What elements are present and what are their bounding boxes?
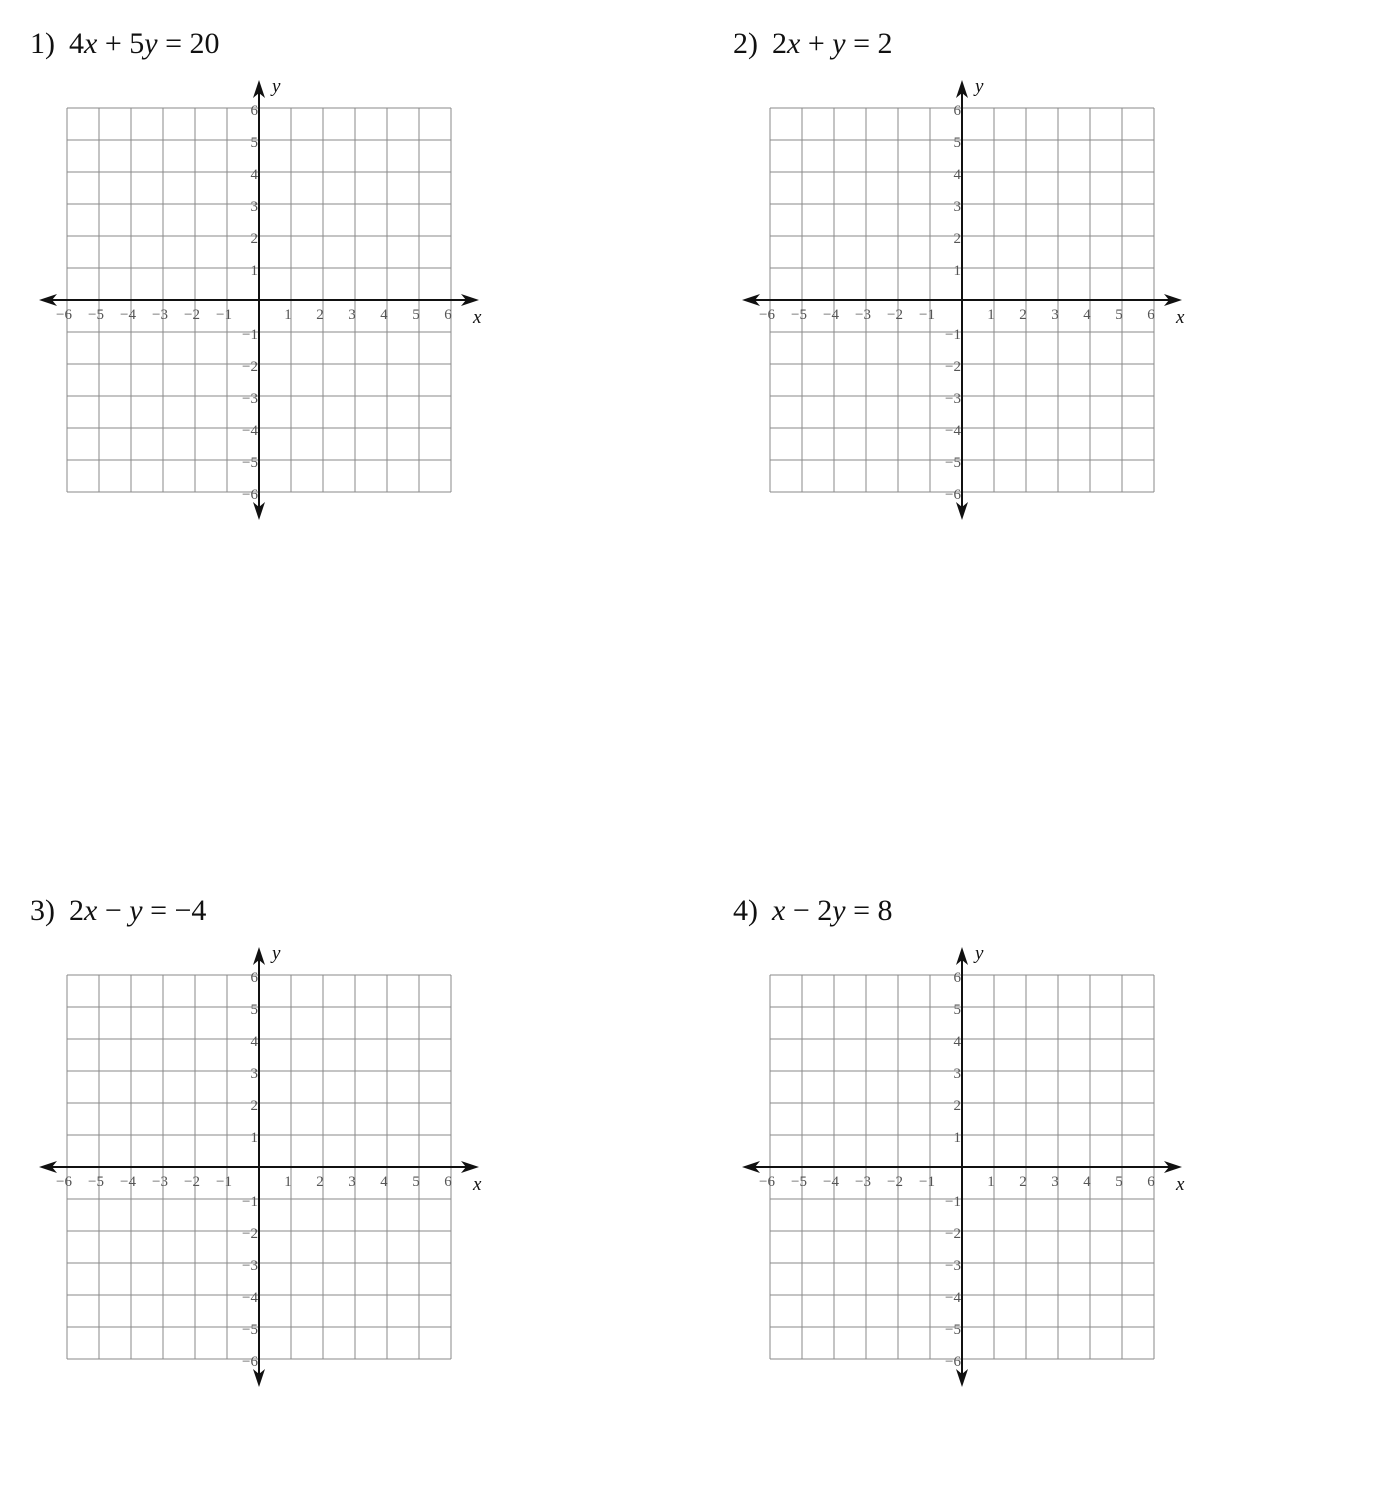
y-tick-label: −5 bbox=[242, 1322, 258, 1338]
y-tick-label: 2 bbox=[250, 1098, 258, 1114]
y-tick-label: 4 bbox=[953, 1034, 961, 1050]
problem-label bbox=[733, 893, 893, 929]
y-tick-label: −6 bbox=[945, 1354, 961, 1370]
x-tick-label: 5 bbox=[412, 1174, 420, 1190]
y-tick-label: 5 bbox=[250, 1002, 258, 1018]
y-tick-label: 1 bbox=[250, 1130, 258, 1146]
x-tick-label: −5 bbox=[88, 1174, 104, 1190]
x-tick-label: −1 bbox=[919, 307, 935, 323]
x-tick-label: −5 bbox=[88, 307, 104, 323]
y-tick-label: 6 bbox=[250, 970, 258, 986]
x-tick-label: 1 bbox=[987, 307, 995, 323]
problem-number: 3) bbox=[30, 894, 55, 927]
problem-1 bbox=[30, 26, 590, 546]
x-tick-label: 2 bbox=[316, 1174, 324, 1190]
y-tick-label: 6 bbox=[953, 103, 961, 119]
x-axis-label: x bbox=[473, 307, 482, 328]
problem-4 bbox=[733, 893, 1293, 1413]
problem-number: 1) bbox=[30, 27, 55, 60]
y-tick-label: −4 bbox=[945, 423, 961, 439]
x-tick-label: 5 bbox=[412, 307, 420, 323]
y-tick-label: 2 bbox=[953, 231, 961, 247]
x-tick-label: −3 bbox=[855, 1174, 871, 1190]
y-axis-label: y bbox=[975, 943, 984, 964]
problem-label bbox=[30, 26, 220, 62]
problem-number: 4) bbox=[733, 894, 758, 927]
y-tick-label: 3 bbox=[250, 1066, 258, 1082]
y-tick-label: 5 bbox=[250, 135, 258, 151]
x-tick-label: 1 bbox=[284, 307, 292, 323]
y-tick-label: 3 bbox=[250, 199, 258, 215]
x-axis-label: x bbox=[1176, 1174, 1185, 1195]
y-tick-label: 2 bbox=[250, 231, 258, 247]
x-tick-label: −4 bbox=[120, 1174, 136, 1190]
y-axis-label: y bbox=[975, 76, 984, 97]
x-tick-label: −2 bbox=[887, 1174, 903, 1190]
problem-number: 2) bbox=[733, 27, 758, 60]
y-tick-label: 1 bbox=[953, 263, 961, 279]
y-tick-label: −3 bbox=[945, 1258, 961, 1274]
y-tick-label: −6 bbox=[945, 487, 961, 503]
y-tick-label: 2 bbox=[953, 1098, 961, 1114]
x-axis-label: x bbox=[1176, 307, 1185, 328]
coordinate-grid[interactable] bbox=[30, 66, 490, 526]
problem-equation: 2x − y = −4 bbox=[69, 894, 207, 927]
problem-2 bbox=[733, 26, 1293, 546]
x-tick-label: 3 bbox=[348, 1174, 356, 1190]
x-tick-label: −5 bbox=[791, 307, 807, 323]
y-tick-label: −2 bbox=[945, 1226, 961, 1242]
y-tick-label: −4 bbox=[242, 423, 258, 439]
y-axis-label: y bbox=[272, 943, 281, 964]
y-tick-label: 6 bbox=[953, 970, 961, 986]
y-tick-label: −5 bbox=[945, 1322, 961, 1338]
y-tick-label: 4 bbox=[250, 167, 258, 183]
y-tick-label: 5 bbox=[953, 1002, 961, 1018]
x-tick-label: 1 bbox=[284, 1174, 292, 1190]
coordinate-grid[interactable] bbox=[733, 66, 1193, 526]
x-tick-label: −3 bbox=[152, 307, 168, 323]
y-tick-label: −6 bbox=[242, 1354, 258, 1370]
x-tick-label: −4 bbox=[120, 307, 136, 323]
x-tick-label: −5 bbox=[791, 1174, 807, 1190]
x-tick-label: 4 bbox=[1083, 1174, 1091, 1190]
x-tick-label: −1 bbox=[919, 1174, 935, 1190]
problem-label bbox=[30, 893, 206, 929]
y-tick-label: −4 bbox=[945, 1290, 961, 1306]
y-tick-label: 1 bbox=[250, 263, 258, 279]
x-tick-label: 4 bbox=[1083, 307, 1091, 323]
y-tick-label: −1 bbox=[242, 1194, 258, 1210]
y-tick-label: 1 bbox=[953, 1130, 961, 1146]
x-tick-label: 4 bbox=[380, 307, 388, 323]
x-tick-label: 1 bbox=[987, 1174, 995, 1190]
x-tick-label: 3 bbox=[1051, 1174, 1059, 1190]
y-axis-label: y bbox=[272, 76, 281, 97]
problem-equation: 2x + y = 2 bbox=[772, 27, 893, 60]
y-tick-label: −4 bbox=[242, 1290, 258, 1306]
x-tick-label: 3 bbox=[348, 307, 356, 323]
x-tick-label: −6 bbox=[759, 307, 775, 323]
x-tick-label: −6 bbox=[56, 1174, 72, 1190]
x-tick-label: 4 bbox=[380, 1174, 388, 1190]
x-tick-label: 2 bbox=[1019, 307, 1027, 323]
x-tick-label: −3 bbox=[855, 307, 871, 323]
y-tick-label: 5 bbox=[953, 135, 961, 151]
x-tick-label: 6 bbox=[1147, 307, 1155, 323]
x-tick-label: 2 bbox=[316, 307, 324, 323]
y-tick-label: −2 bbox=[945, 359, 961, 375]
y-tick-label: −5 bbox=[945, 455, 961, 471]
y-tick-label: 4 bbox=[953, 167, 961, 183]
x-tick-label: −2 bbox=[184, 307, 200, 323]
x-tick-label: 3 bbox=[1051, 307, 1059, 323]
y-tick-label: −2 bbox=[242, 359, 258, 375]
problem-label bbox=[733, 26, 893, 62]
y-tick-label: −1 bbox=[945, 1194, 961, 1210]
x-tick-label: 6 bbox=[444, 307, 452, 323]
x-tick-label: 6 bbox=[1147, 1174, 1155, 1190]
y-tick-label: −3 bbox=[945, 391, 961, 407]
y-tick-label: −1 bbox=[945, 327, 961, 343]
x-tick-label: 5 bbox=[1115, 1174, 1123, 1190]
coordinate-grid[interactable] bbox=[733, 933, 1193, 1393]
x-tick-label: −4 bbox=[823, 1174, 839, 1190]
problem-equation: x − 2y = 8 bbox=[772, 894, 893, 927]
y-tick-label: −5 bbox=[242, 455, 258, 471]
problem-3 bbox=[30, 893, 590, 1413]
y-tick-label: 3 bbox=[953, 1066, 961, 1082]
x-tick-label: −3 bbox=[152, 1174, 168, 1190]
x-tick-label: −4 bbox=[823, 307, 839, 323]
x-tick-label: 2 bbox=[1019, 1174, 1027, 1190]
coordinate-grid[interactable] bbox=[30, 933, 490, 1393]
y-tick-label: −6 bbox=[242, 487, 258, 503]
x-tick-label: −6 bbox=[56, 307, 72, 323]
x-tick-label: 6 bbox=[444, 1174, 452, 1190]
problem-equation: 4x + 5y = 20 bbox=[69, 27, 220, 60]
x-tick-label: −6 bbox=[759, 1174, 775, 1190]
x-tick-label: −1 bbox=[216, 1174, 232, 1190]
x-tick-label: −1 bbox=[216, 307, 232, 323]
x-tick-label: −2 bbox=[887, 307, 903, 323]
y-tick-label: 4 bbox=[250, 1034, 258, 1050]
x-tick-label: −2 bbox=[184, 1174, 200, 1190]
y-tick-label: −3 bbox=[242, 391, 258, 407]
y-tick-label: 3 bbox=[953, 199, 961, 215]
y-tick-label: −2 bbox=[242, 1226, 258, 1242]
y-tick-label: 6 bbox=[250, 103, 258, 119]
y-tick-label: −3 bbox=[242, 1258, 258, 1274]
x-tick-label: 5 bbox=[1115, 307, 1123, 323]
x-axis-label: x bbox=[473, 1174, 482, 1195]
y-tick-label: −1 bbox=[242, 327, 258, 343]
